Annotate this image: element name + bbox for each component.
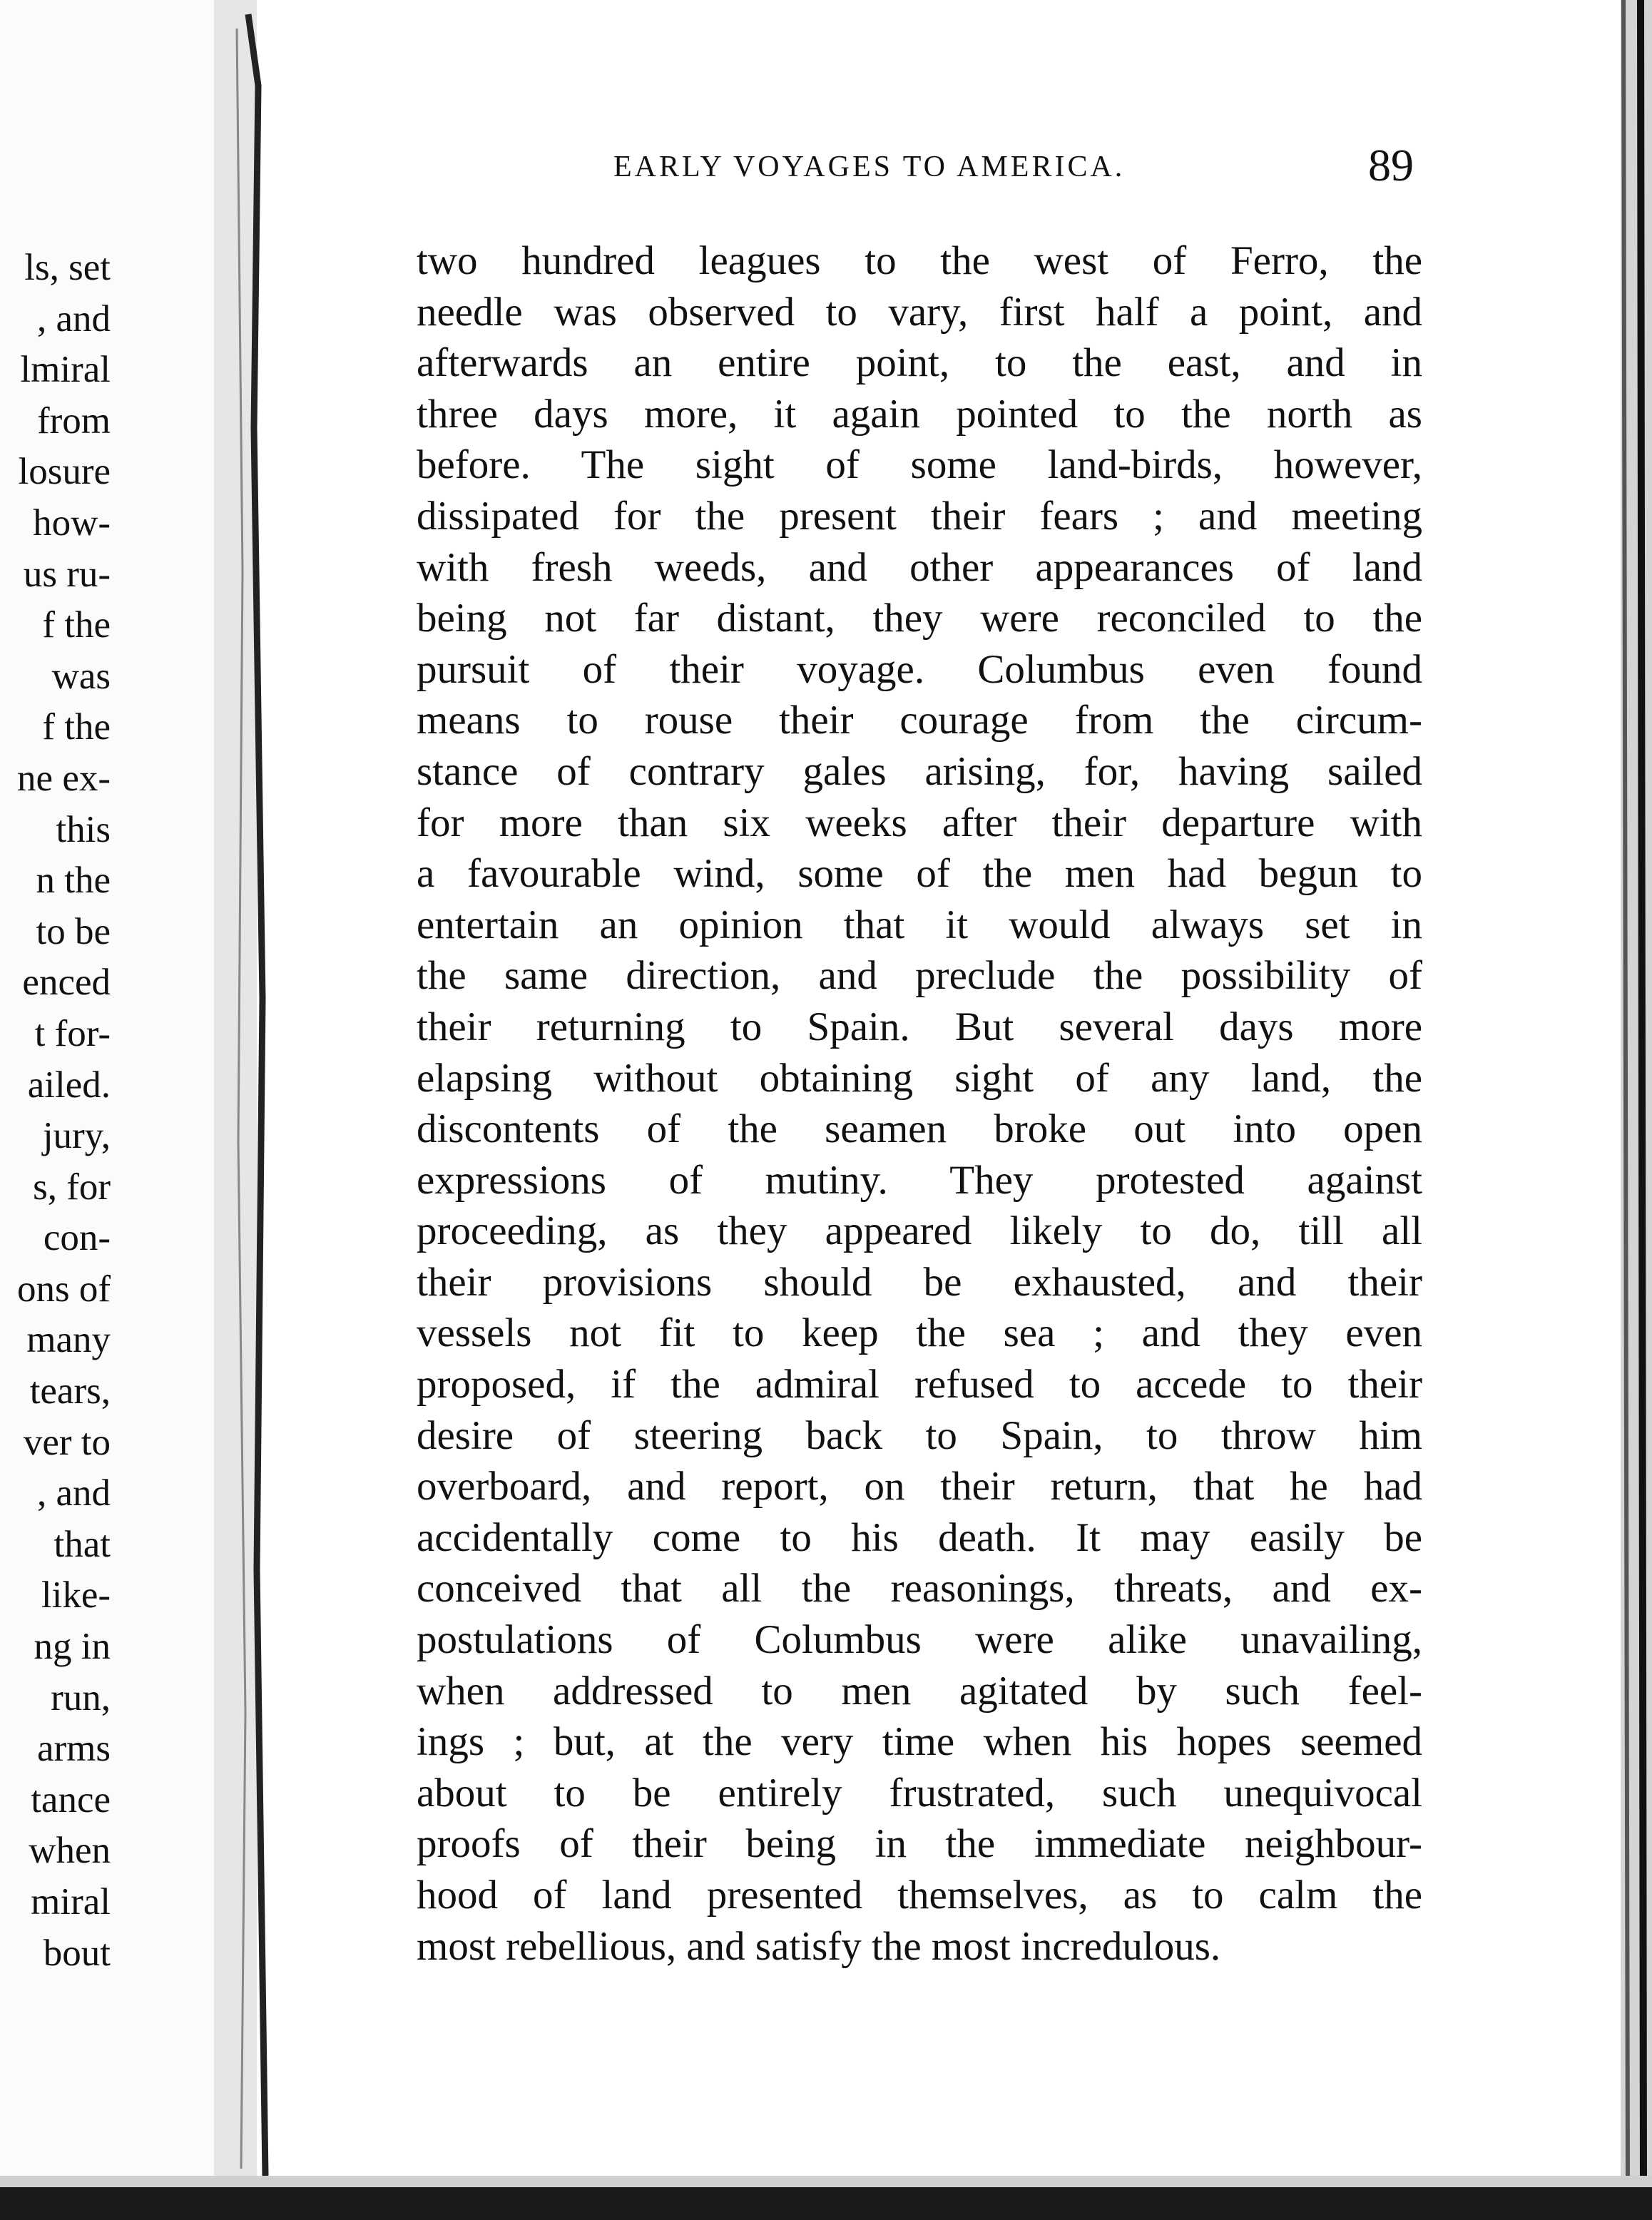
body-line: conceived that all the reasonings, threats, and ex-: [417, 1566, 1422, 1611]
facing-page-line: this: [56, 808, 111, 850]
facing-page-text: [0, 243, 114, 1979]
facing-page-line: lmiral: [20, 349, 111, 391]
facing-page-line: tance: [31, 1778, 111, 1821]
facing-page-line: ne ex-: [17, 757, 111, 799]
body-line: entertain an opinion that it would always set in: [417, 902, 1422, 947]
facing-page-line: ng in: [34, 1626, 111, 1668]
facing-page-line: , and: [36, 1472, 111, 1514]
facing-page-line: losure: [18, 451, 111, 493]
facing-page-line: like-: [41, 1574, 111, 1616]
facing-page-line: was: [51, 655, 111, 697]
body-line: hood of land presented themselves, as to calm the: [417, 1873, 1422, 1918]
page-number: 89: [1368, 140, 1414, 190]
facing-page-line: many: [26, 1319, 111, 1361]
body-line: desire of steering back to Spain, to throw him: [417, 1412, 1422, 1458]
gutter-shadow: [214, 0, 257, 2183]
body-line: needle was observed to vary, first half a point, and: [417, 289, 1422, 335]
facing-page-line: con-: [43, 1217, 111, 1259]
body-line: the same direction, and preclude the possibility of: [417, 953, 1422, 999]
body-line: elapsing without obtaining sight of any land, the: [417, 1055, 1422, 1101]
facing-page-line: , and: [36, 297, 111, 340]
facing-page-line: to be: [36, 910, 111, 952]
body-text: [417, 235, 1422, 1972]
body-line: proposed, if the admiral refused to accede to their: [417, 1362, 1422, 1407]
body-line: stance of contrary gales arising, for, having sailed: [417, 748, 1422, 794]
facing-page-line: tears,: [29, 1370, 111, 1412]
body-line: pursuit of their voyage. Columbus even found: [417, 646, 1422, 692]
facing-page-line: ls, set: [24, 247, 111, 288]
facing-page-line: how-: [33, 501, 111, 544]
bottom-page-edge: [0, 2186, 1652, 2220]
body-line: for more than six weeks after their departure with: [417, 800, 1422, 845]
body-line: proceeding, as they appeared likely to do, till all: [417, 1208, 1422, 1254]
body-line: their returning to Spain. But several days more: [417, 1004, 1422, 1049]
facing-page-line: f the: [42, 604, 111, 646]
right-page-edge-line-2: [1641, 0, 1643, 2190]
body-line: two hundred leagues to the west of Ferro, the: [417, 238, 1422, 283]
body-line: when addressed to men agitated by such feel-: [417, 1668, 1422, 1714]
body-line: expressions of mutiny. They protested against: [417, 1157, 1422, 1203]
facing-page-line: enced: [22, 962, 111, 1004]
facing-page-line: ailed.: [27, 1064, 111, 1106]
body-line: vessels not fit to keep the sea ; and they even: [417, 1310, 1422, 1356]
body-line: most rebellious, and satisfy the most incredulous.: [417, 1923, 1221, 1969]
body-line: with fresh weeds, and other appearances of land: [417, 544, 1422, 590]
facing-page-line: f the: [42, 706, 111, 748]
facing-page-line: ver to: [23, 1421, 111, 1463]
body-line: dissipated for the present their fears ; and meeting: [417, 493, 1422, 539]
facing-page-line: that: [53, 1523, 111, 1565]
facing-page-line: when: [29, 1830, 111, 1872]
facing-page-line: us ru-: [23, 553, 111, 595]
body-line: afterwards an entire point, to the east, and in: [417, 340, 1422, 386]
facing-page-line: s, for: [33, 1166, 111, 1208]
bottom-page-border: [0, 2176, 1652, 2187]
body-line: their provisions should be exhausted, and their: [417, 1259, 1422, 1305]
body-line: proofs of their being in the immediate neighbour-: [417, 1821, 1422, 1867]
facing-page-line: jury,: [42, 1115, 111, 1157]
body-line: discontents of the seamen broke out into open: [417, 1106, 1422, 1152]
body-line: about to be entirely frustrated, such unequivocal: [417, 1770, 1422, 1816]
body-line: accidentally come to his death. It may easily be: [417, 1514, 1422, 1560]
running-head: EARLY VOYAGES TO AMERICA.: [613, 151, 1126, 183]
facing-page-line: t for-: [34, 1012, 111, 1054]
facing-page-line: ons of: [16, 1268, 111, 1310]
body-line: ings ; but, at the very time when his hopes seemed: [417, 1719, 1422, 1765]
facing-page-line: bout: [43, 1932, 111, 1974]
body-line: being not far distant, they were reconciled to the: [417, 596, 1422, 641]
body-line: a favourable wind, some of the men had begun to: [417, 851, 1422, 897]
body-line: overboard, and report, on their return, that he had: [417, 1464, 1422, 1509]
body-line: three days more, it again pointed to the north as: [417, 391, 1422, 437]
body-line: postulations of Columbus were alike unavailing,: [417, 1617, 1422, 1663]
facing-page-line: miral: [31, 1881, 111, 1923]
facing-page-line: run,: [51, 1676, 111, 1719]
facing-page-line: n the: [36, 860, 111, 902]
facing-page-line: arms: [36, 1728, 111, 1770]
body-line: means to rouse their courage from the circum-: [417, 698, 1422, 743]
facing-page-line: from: [36, 399, 111, 442]
body-line: before. The sight of some land-birds, however,: [417, 442, 1422, 488]
